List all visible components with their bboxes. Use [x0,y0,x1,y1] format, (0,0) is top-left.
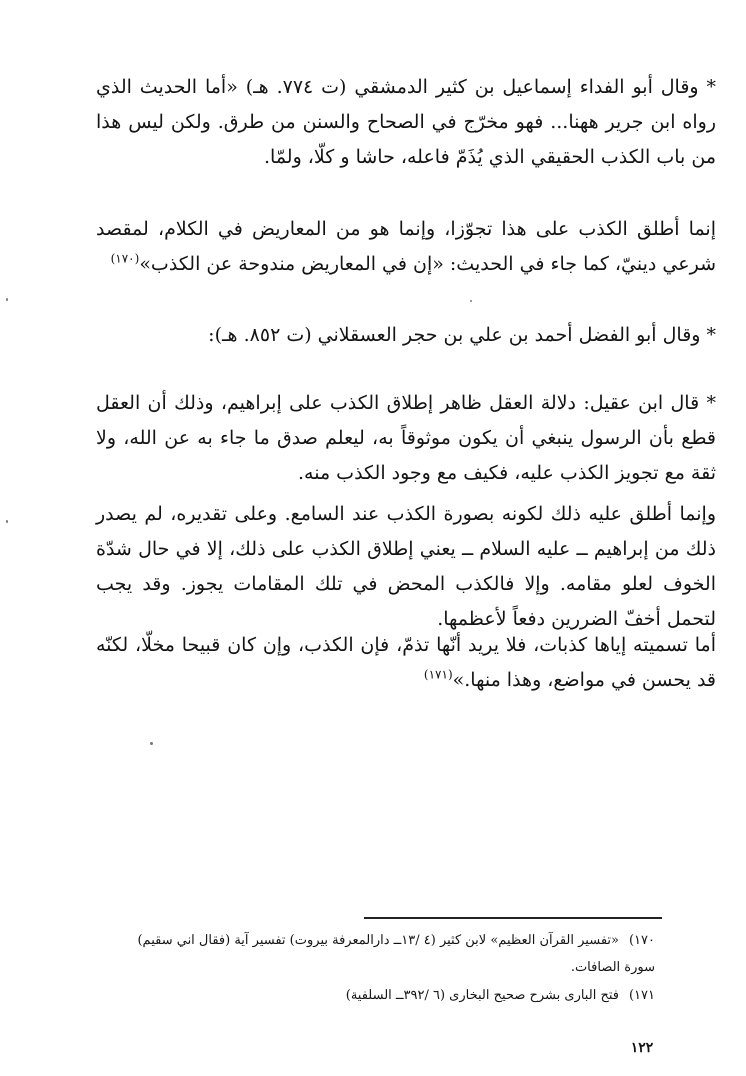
scan-speck [150,742,153,745]
scan-speck [6,520,8,523]
footnote-number: ١٧١) [628,988,655,1003]
paragraph-ibn-aqil: * قال ابن عقيل: دلالة العقل ظاهر إطلاق الكذب على إبراهيم، وذلك أن العقل قطع بأن الرسول ينبغي أن يكون موثوقاً به، ليعلم صدق ما جاء به عن الله، ولا ثقة مع تجويز الكذب عليه، فكيف مع وجود الكذب منه. [96,392,716,484]
scan-speck [470,300,472,302]
footnote-ref-170[interactable]: (١٧٠) [110,251,140,266]
footnote-separator [364,917,662,919]
footnote-171 [110,982,655,1009]
paragraph-conclusion: أما تسميته إياها كذبات، فلا يريد أنّها تذمّ، فإن الكذب، وإن كان قبيحا مخلّا، لكنّه قد يحسن في مواضع، وهذا منها.»$^{(١٧١)}$ [96,634,716,691]
paragraph-metaphor: إنما أطلق الكذب على هذا تجوّزا، وإنما هو من المعاريض في الكلام، لمقصد شرعي دينيّ، كما جاء في الحديث: «إن في المعاريض مندوحة عن الكذب»$^{(١٧٠)}$ [96,218,716,275]
paragraph-explanation: وإنما أطلق عليه ذلك لكونه بصورة الكذب عند السامع. وعلى تقديره، لم يصدر ذلك من إبراهيم ــ عليه السلام ــ يعني إطلاق الكذب على ذلك، إلا في حال شدّة الخوف لعلو مقامه. وإلا فالكذب المحض في تلك المقامات يجوز. وقد يجب لتحمل أخفّ الضررين دفعاً لأعظمها. [96,503,716,630]
page-number: ١٢٢ [630,1040,654,1056]
scan-speck [6,298,8,301]
footnote-number: ١٧٠) [628,933,655,948]
footnote-text: فتح البارى بشرح صحيح البخارى (٦ /٣٩٢ــ السلفية) [345,988,619,1003]
footnote-text: «تفسير القرآن العظيم» لابن كثير (٤ /١٣ــ دارالمعرفة بيروت) تفسير آية (فقال اني سقيم) سورة الصافات. [137,933,655,975]
paragraph-ibn-hajar: * وقال أبو الفضل أحمد بن علي بن حجر العسقلاني (ت ٨٥٢. هـ): [208,324,716,346]
footnote-170 [110,927,655,981]
paragraph-ibn-kathir: * وقال أبو الفداء إسماعيل بن كثير الدمشقي (ت ٧٧٤. هـ) «أما الحديث الذي رواه ابن جرير ههنا... فهو مخرّج في الصحاح والسنن من طرق. ولكن ليس هذا من باب الكذب الحقيقي الذي يُذَمّ فاعله، حاشا و كلّا، ولمّا. [96,76,716,168]
footnote-ref-171[interactable]: (١٧١) [423,667,453,682]
